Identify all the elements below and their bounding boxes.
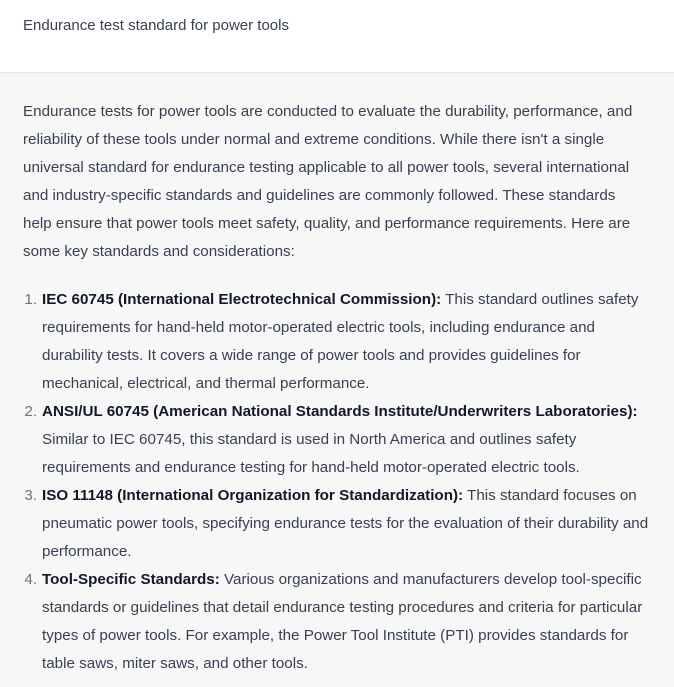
item-text: table saws, miter saws, and other tools. [42, 655, 308, 672]
item-text: types of power tools. For example, the Power Tool Institute (PTI) provides standards for [42, 627, 629, 644]
item-text: mechanical, electrical, and thermal performance. [42, 375, 370, 392]
intro-line: Endurance tests for power tools are conducted to evaluate the durability, performance, and [23, 103, 633, 120]
item-text: Similar to IEC 60745, this standard is used in North America and outlines safety [42, 431, 577, 448]
item-text: durability tests. It covers a wide range of power tools and provides guidelines for [42, 347, 581, 364]
intro-line: reliability of these tools under normal and extreme conditions. While there isn't a single [23, 131, 605, 148]
list-item [23, 398, 674, 482]
user-message: Endurance test standard for power tools [23, 17, 289, 34]
list-number: 3. [24, 487, 37, 504]
list-number: 4. [24, 571, 37, 588]
list-item [23, 566, 674, 678]
intro-line: help ensure that power tools meet safety, quality, and performance requirements. Here are [23, 215, 631, 232]
list-number: 2. [24, 403, 37, 420]
item-title: IEC 60745 (International Electrotechnical Commission): [42, 291, 442, 308]
list-item [23, 286, 674, 398]
item-text: This standard outlines safety [441, 291, 639, 308]
intro-line: some key standards and considerations: [23, 243, 295, 260]
standards-list [23, 286, 674, 678]
item-text: requirements for hand-held motor-operated electric tools, including endurance and [42, 319, 595, 336]
answer-intro [23, 98, 674, 266]
item-text: standards or guidelines that detail endurance testing procedures and criteria for particular [42, 599, 643, 616]
item-text: performance. [42, 543, 132, 560]
list-number: 1. [24, 291, 37, 308]
item-text: This standard focuses on [463, 487, 637, 504]
intro-line: universal standard for endurance testing applicable to all power tools, several international [23, 159, 630, 176]
item-text: Various organizations and manufacturers develop tool-specific [219, 571, 642, 588]
item-text: pneumatic power tools, specifying endurance tests for the evaluation of their durability and [42, 515, 649, 532]
list-item [23, 482, 674, 566]
intro-line: and industry-specific standards and guidelines are commonly followed. These standards [23, 187, 616, 204]
item-title: ANSI/UL 60745 (American National Standards Institute/Underwriters Laboratories): [42, 403, 638, 420]
item-title: ISO 11148 (International Organization for Standardization): [42, 487, 464, 504]
item-text: requirements and endurance testing for hand-held motor-operated electric tools. [42, 459, 580, 476]
item-title: Tool-Specific Standards: [42, 571, 220, 588]
